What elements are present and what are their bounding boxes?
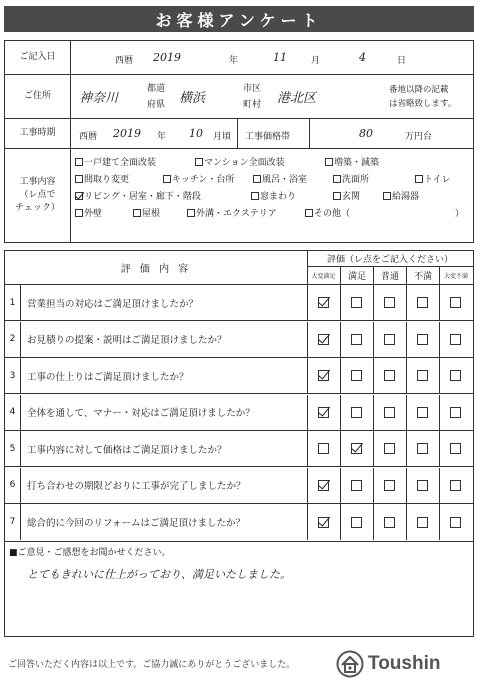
work-option-checkbox[interactable]	[325, 158, 333, 166]
address-note-2: は省略致します。	[389, 99, 457, 109]
work-option-label: 洗面所	[342, 175, 370, 185]
rating-checkbox[interactable]	[417, 480, 428, 491]
brand-name: Toushin	[368, 653, 441, 674]
work-option-item[interactable]	[455, 206, 464, 219]
date-label: ご記入日	[5, 41, 71, 74]
work-option-checkbox[interactable]	[305, 209, 313, 217]
work-option-item[interactable]	[333, 189, 360, 202]
rating-checkbox[interactable]	[318, 443, 329, 454]
question-row	[5, 322, 473, 358]
address-city-value[interactable]: 横浜	[179, 91, 206, 106]
work-option-checkbox[interactable]	[251, 192, 259, 200]
address-row	[5, 75, 473, 119]
work-option-checkbox[interactable]	[253, 175, 261, 183]
rating-cell	[373, 285, 406, 320]
work-option-label: 窓まわり	[260, 192, 297, 202]
work-content-label	[5, 149, 71, 242]
rating-checkbox[interactable]	[450, 443, 461, 454]
rating-cell	[439, 468, 472, 503]
rating-cell	[439, 358, 472, 393]
evaluation-content-header: 評 価 内 容	[120, 264, 192, 275]
work-option-label: 外溝・エクステリア	[196, 209, 277, 219]
work-option-label: 給湯器	[392, 192, 420, 202]
question-row	[5, 285, 473, 321]
question-row	[5, 358, 473, 394]
date-day-unit: 日	[397, 56, 407, 66]
work-option-item[interactable]	[305, 206, 350, 219]
rating-checkbox[interactable]	[384, 480, 395, 491]
work-option-item[interactable]	[75, 155, 156, 168]
rating-cell	[307, 322, 340, 357]
question-number: 7	[5, 504, 21, 540]
date-era: 西暦	[115, 56, 134, 66]
rating-checkbox[interactable]	[450, 480, 461, 491]
rating-cell	[406, 358, 439, 393]
work-option-checkbox[interactable]	[333, 192, 341, 200]
work-option-label: 外壁	[84, 209, 103, 219]
pref-suffix-2: 府県	[147, 100, 166, 110]
date-year-value[interactable]: 2019	[153, 51, 181, 64]
rating-label-0: 大変満足	[311, 273, 336, 280]
work-option-checkbox[interactable]	[333, 175, 341, 183]
work-option-label: その他（	[314, 209, 351, 219]
rating-checkbox[interactable]	[417, 370, 428, 381]
rating-checkbox[interactable]	[351, 517, 362, 528]
question-text: 工事の仕上りはご満足頂けましたか？	[27, 371, 189, 383]
date-year-unit: 年	[229, 56, 239, 66]
work-option-item[interactable]	[133, 206, 160, 219]
comment-heading: ■ご意見・ご感想をお聞かせください。	[9, 548, 171, 558]
work-option-item[interactable]	[75, 206, 102, 219]
rating-checkbox[interactable]	[318, 480, 329, 491]
price-value[interactable]: 80	[359, 127, 373, 140]
work-option-label: 間取り変更	[84, 175, 130, 185]
question-number: 2	[5, 322, 21, 357]
rating-cell	[373, 358, 406, 393]
date-month-unit: 月	[311, 56, 321, 66]
question-text: お見積りの提案・説明はご満足頂けましたか？	[27, 335, 227, 346]
question-number: 4	[5, 395, 21, 430]
work-content-row	[5, 149, 473, 242]
work-option-item[interactable]	[75, 189, 201, 202]
rating-checkbox[interactable]	[318, 407, 329, 418]
question-text: 打ち合わせの期限どおりに工事が完了しましたか？	[27, 481, 246, 492]
period-row	[5, 119, 473, 149]
work-option-label: リビング・居室・廊下・階段	[84, 192, 201, 202]
question-number: 6	[5, 468, 21, 503]
price-label: 工事価格帯	[245, 132, 291, 142]
footer-note: ご回答いただく内容は以上です。ご協力誠にありがとうございました。	[8, 660, 296, 670]
date-row	[5, 41, 473, 75]
work-option-label: 増築・減築	[334, 158, 380, 168]
question-row	[5, 431, 473, 467]
rating-checkbox[interactable]	[351, 480, 362, 491]
question-text: 工事内容に対して価格はご満足頂けましたか？	[27, 444, 227, 456]
rating-cell	[406, 395, 439, 430]
work-option-checkbox[interactable]	[415, 175, 423, 183]
work-option-label: マンション全面改装	[204, 158, 285, 168]
comment-box	[4, 542, 474, 637]
house-logo-icon	[336, 650, 364, 678]
rating-checkbox[interactable]	[417, 443, 428, 454]
rating-checkbox[interactable]	[318, 297, 329, 308]
work-option-checkbox[interactable]	[133, 209, 141, 217]
work-option-item[interactable]	[415, 172, 451, 185]
question-text: 営業担当の対応はご満足頂けましたか？	[27, 298, 199, 310]
question-number: 1	[5, 285, 21, 320]
work-option-item[interactable]	[195, 155, 285, 168]
period-year-unit: 年	[157, 132, 167, 142]
question-number: 5	[5, 431, 21, 466]
rating-cell	[340, 322, 373, 357]
question-row	[5, 504, 473, 540]
rating-cell	[340, 395, 373, 430]
rating-cell	[340, 285, 373, 320]
address-label: ご住所	[5, 75, 71, 118]
question-row	[5, 395, 473, 431]
rating-cell	[373, 322, 406, 357]
rating-cell	[340, 468, 373, 503]
work-option-label: 一戸建て全面改装	[84, 158, 157, 168]
rating-cell	[406, 285, 439, 320]
work-option-checkbox[interactable]	[75, 192, 83, 200]
rating-cell	[307, 468, 340, 503]
rating-checkbox[interactable]	[318, 370, 329, 381]
rating-cell	[406, 431, 439, 466]
period-era: 西暦	[79, 132, 98, 142]
work-option-checkbox[interactable]	[75, 209, 83, 217]
rating-checkbox[interactable]	[450, 517, 461, 528]
work-option-item[interactable]	[163, 172, 234, 185]
rating-label-1: 満足	[340, 267, 373, 284]
rating-checkbox[interactable]	[384, 407, 395, 418]
rating-cell	[406, 504, 439, 540]
work-option-checkbox[interactable]	[75, 175, 83, 183]
work-option-label: 玄関	[342, 192, 361, 202]
survey-title: お客様アンケート	[4, 6, 474, 32]
rating-checkbox[interactable]	[417, 517, 428, 528]
rating-cell	[373, 468, 406, 503]
work-content-label-1: 工事内容	[19, 176, 56, 187]
rating-cell	[307, 358, 340, 393]
work-option-item[interactable]	[187, 206, 277, 219]
rating-checkbox[interactable]	[384, 370, 395, 381]
work-option-label: 風呂・浴室	[262, 175, 308, 185]
work-option-item[interactable]	[325, 155, 379, 168]
rating-cell	[406, 322, 439, 357]
rating-cell	[307, 504, 340, 540]
price-unit: 万円台	[405, 132, 433, 142]
rating-checkbox[interactable]	[384, 443, 395, 454]
rating-cell	[307, 285, 340, 320]
rating-checkbox[interactable]	[417, 297, 428, 308]
rating-checkbox[interactable]	[351, 297, 362, 308]
rating-checkbox[interactable]	[384, 297, 395, 308]
rating-checkbox[interactable]	[450, 297, 461, 308]
comment-text[interactable]: とてもきれいに仕上がっており、満足いたしました。	[27, 568, 291, 581]
rating-checkbox[interactable]	[351, 407, 362, 418]
work-content-label-3: チェック）	[15, 203, 60, 214]
address-note-1: 番地以降の記載	[389, 85, 449, 95]
work-content-label-2: （レ点で	[19, 189, 56, 200]
rating-cell	[340, 504, 373, 540]
rating-checkbox[interactable]	[384, 334, 395, 345]
work-option-item[interactable]	[333, 172, 369, 185]
date-month-value[interactable]: 11	[273, 51, 287, 64]
work-option-label: トイレ	[424, 175, 451, 185]
rating-checkbox[interactable]	[384, 517, 395, 528]
rating-checkbox[interactable]	[318, 334, 329, 345]
rating-checkbox[interactable]	[417, 334, 428, 345]
customer-info-table	[4, 40, 474, 243]
question-row	[5, 468, 473, 504]
date-day-value[interactable]: 4	[359, 51, 366, 64]
work-option-label: キッチン・台所	[172, 175, 235, 185]
question-number: 3	[5, 358, 21, 393]
work-option-checkbox[interactable]	[195, 158, 203, 166]
question-text: 総合的に今回のリフォームはご満足頂けましたか？	[27, 518, 246, 529]
period-year-value[interactable]: 2019	[113, 127, 141, 140]
work-option-checkbox[interactable]	[163, 175, 171, 183]
rating-cell	[439, 431, 472, 466]
address-ward-value[interactable]: 港北区	[277, 91, 317, 106]
work-option-label: 屋根	[142, 209, 161, 219]
city-suffix-1: 市区	[243, 84, 262, 94]
rating-checkbox[interactable]	[318, 517, 329, 528]
rating-checkbox[interactable]	[351, 443, 362, 454]
rating-label-3: 不満	[406, 267, 439, 284]
rating-cell	[439, 322, 472, 357]
rating-cell	[307, 431, 340, 466]
rating-cell	[340, 431, 373, 466]
brand-logo	[336, 650, 440, 678]
work-option-checkbox[interactable]	[187, 209, 195, 217]
rating-checkbox[interactable]	[351, 334, 362, 345]
period-month-unit: 月頃	[213, 132, 232, 142]
rating-label-2: 普通	[373, 267, 406, 284]
price-divider	[309, 119, 310, 148]
rating-cell	[340, 358, 373, 393]
work-option-item[interactable]	[75, 172, 129, 185]
address-prefecture-value[interactable]: 神奈川	[79, 91, 119, 106]
rating-checkbox[interactable]	[417, 407, 428, 418]
rating-checkbox[interactable]	[351, 370, 362, 381]
rating-cell	[439, 395, 472, 430]
period-divider	[237, 119, 238, 148]
rating-cell	[373, 395, 406, 430]
work-option-item[interactable]	[251, 189, 296, 202]
period-label: 工事時期	[5, 119, 71, 148]
evaluation-header	[5, 251, 473, 285]
rating-cell	[439, 504, 472, 540]
work-option-item[interactable]	[253, 172, 307, 185]
question-text: 全体を通して、マナー・対応はご満足頂けましたか？	[27, 408, 255, 419]
rating-header: 評価（レ点をご記入ください）	[307, 251, 473, 267]
rating-checkbox[interactable]	[450, 334, 461, 345]
work-option-checkbox[interactable]	[75, 158, 83, 166]
work-option-checkbox[interactable]	[383, 192, 391, 200]
rating-checkbox[interactable]	[450, 370, 461, 381]
rating-cell	[406, 468, 439, 503]
pref-suffix-1: 都道	[147, 84, 166, 94]
work-option-label: ）	[455, 209, 465, 219]
rating-label-4: 大変不満	[439, 267, 472, 284]
city-suffix-2: 町村	[243, 100, 262, 110]
rating-cell	[373, 431, 406, 466]
evaluation-table	[4, 250, 474, 542]
rating-cell	[439, 285, 472, 320]
work-option-item[interactable]	[383, 189, 419, 202]
period-month-value[interactable]: 10	[189, 127, 203, 140]
rating-cell	[307, 395, 340, 430]
rating-cell	[373, 504, 406, 540]
rating-checkbox[interactable]	[450, 407, 461, 418]
